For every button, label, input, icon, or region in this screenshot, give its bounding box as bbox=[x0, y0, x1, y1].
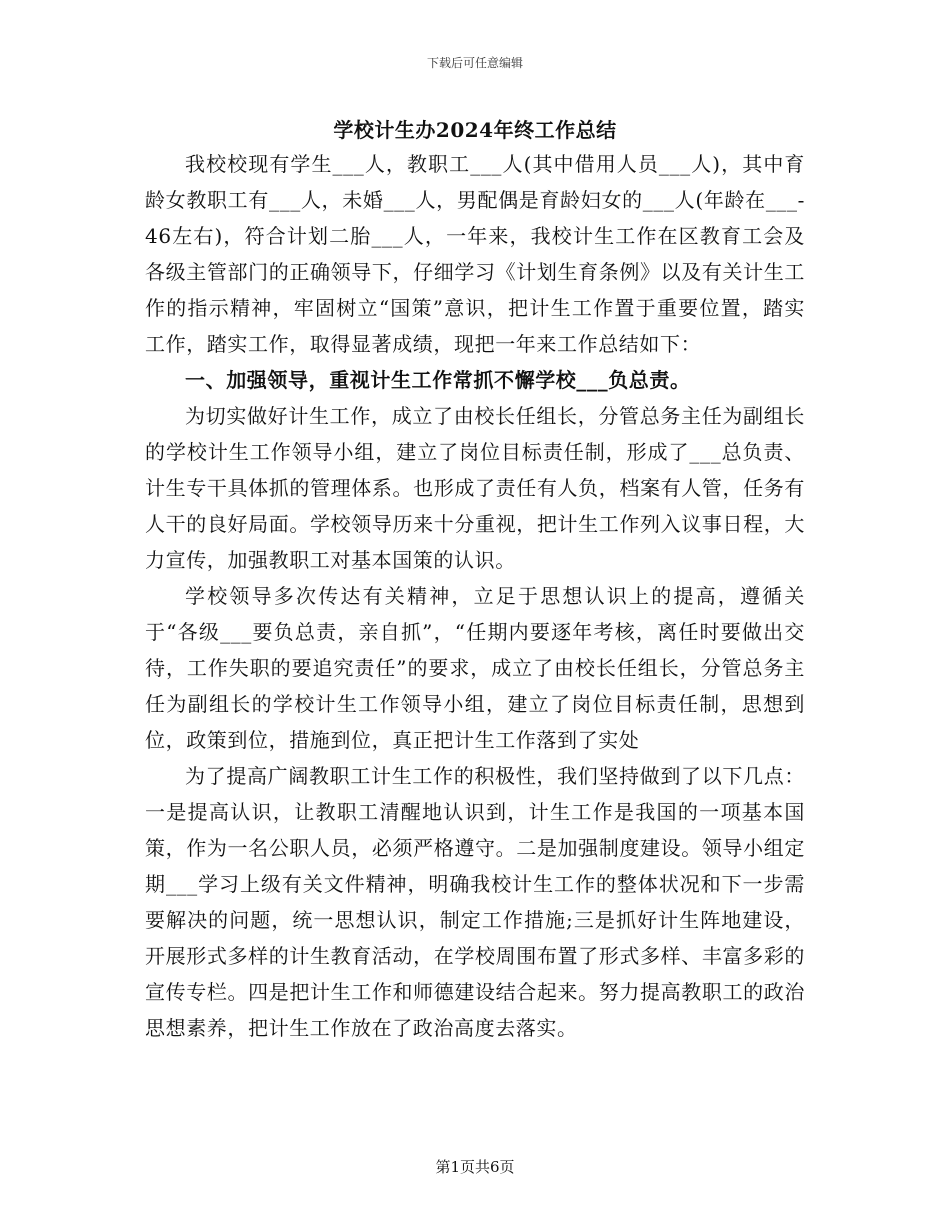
page-number: 第1页共6页 bbox=[435, 1158, 515, 1176]
section-heading-1: 一、加强领导，重视计生工作常抓不懈学校___负总责。 bbox=[185, 368, 691, 392]
header-note: 下载后可任意编辑 bbox=[426, 56, 523, 70]
paragraph-spirit-transmission: 学校领导多次传达有关精神，立足于思想认识上的提高，遵循关于“各级___要负总责，亲自抓”，“任期内要逐年考核，离任时要做出交待，工作失职的要追究责任”的要求，成立了由校长任组长，分管总务主任为副组长的学校计生工作领导小组，建立了岗位目标责任制，思想到位，政策到位，措施到位，真正把计生工作落到了实处 bbox=[145, 584, 805, 752]
document-body bbox=[145, 146, 805, 1046]
paragraph-leadership-group: 为切实做好计生工作，成立了由校长任组长，分管总务主任为副组长的学校计生工作领导小组，建立了岗位目标责任制，形成了___总负责、计生专干具体抓的管理体系。也形成了责任有人负，档案有人管，任务有人干的良好局面。学校领导历来十分重视，把计生工作列入议事日程，大力宣传，加强教职工对基本国策的认识。 bbox=[145, 404, 805, 572]
paragraph-intro: 我校校现有学生___人，教职工___人(其中借用人员___人)，其中育龄女教职工有___人，未婚___人，男配偶是育龄妇女的___人(年龄在___-46左右)，符合计划二胎___人，一年来，我校计生工作在区教育工会及各级主管部门的正确领导下，仔细学习《计划生育条例》以及有关计生工作的指示精神，牢固树立“国策”意识，把计生工作置于重要位置，踏实工作，踏实工作，取得显著成绩，现把一年来工作总结如下： bbox=[145, 152, 805, 356]
paragraph-measures: 为了提高广阔教职工计生工作的积极性，我们坚持做到了以下几点：一是提高认识，让教职工清醒地认识到，计生工作是我国的一项基本国策，作为一名公职人员，必须严格遵守。二是加强制度建设。领导小组定期___学习上级有关文件精神，明确我校计生工作的整体状况和下一步需要解决的问题，统一思想认识，制定工作措施;三是抓好计生阵地建设，开展形式多样的计生教育活动，在学校周围布置了形式多样、丰富多彩的宣传专栏。四是把计生工作和师德建设结合起来。努力提高教职工的政治思想素养，把计生工作放在了政治高度去落实。 bbox=[145, 764, 805, 1040]
page-title: 学校计生办2024年终工作总结 bbox=[333, 118, 617, 142]
